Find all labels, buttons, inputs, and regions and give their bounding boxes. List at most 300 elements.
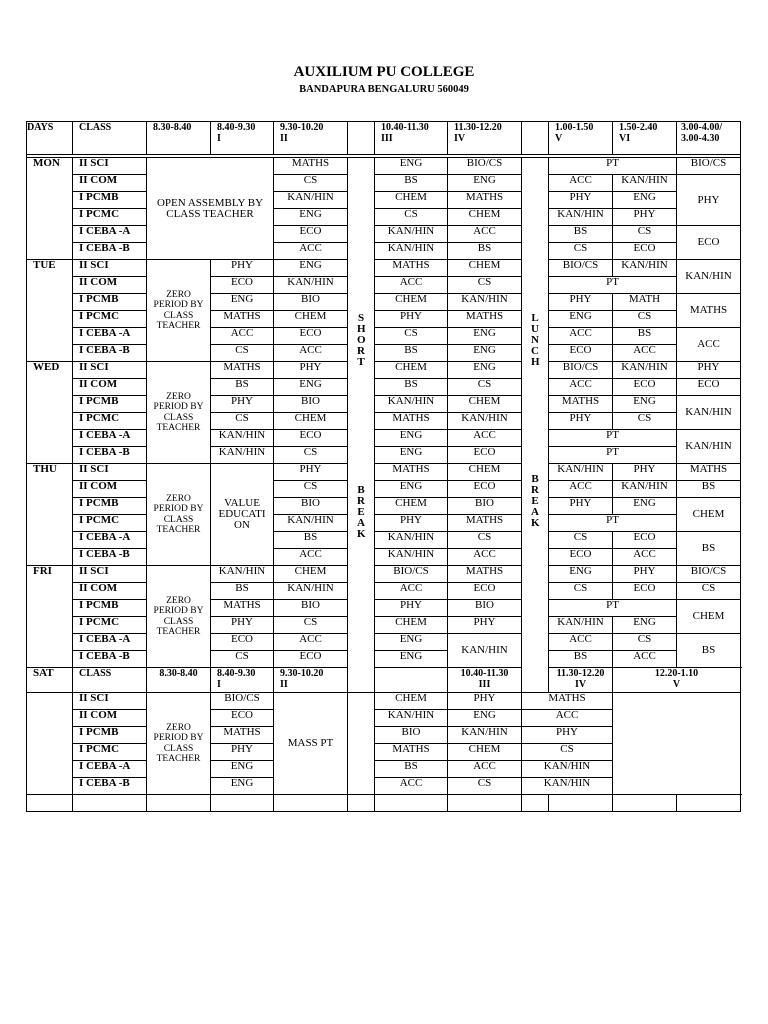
table-row: [27, 447, 741, 464]
table-row: [27, 413, 741, 430]
break-label-2: BREAK: [531, 473, 540, 529]
subject-cell: ECO: [274, 226, 348, 243]
subject-cell: ACC: [211, 328, 274, 345]
table-row: [27, 727, 741, 744]
subject-cell: ENG: [448, 362, 522, 379]
subject-cell: BS: [677, 481, 741, 498]
subject-cell: ECO: [613, 379, 677, 396]
subject-cell: ACC: [274, 549, 348, 566]
empty-cell: [522, 795, 549, 812]
header-days: DAYS: [27, 122, 73, 155]
day-mon: MON: [27, 158, 73, 260]
subject-cell: ECO: [274, 430, 348, 447]
table-row: [27, 549, 741, 566]
day-fri: FRI: [27, 566, 73, 668]
subject-cell: KAN/HIN: [274, 583, 348, 600]
subject-cell: KAN/HIN: [613, 260, 677, 277]
subject-cell: CS: [375, 328, 448, 345]
subject-cell: KAN/HIN: [448, 413, 522, 430]
subject-cell: PHY: [448, 617, 522, 634]
header-lunch-gap: [522, 122, 549, 155]
table-row: [27, 778, 741, 795]
subject-cell: PHY: [375, 600, 448, 617]
subject-cell: ACC: [448, 226, 522, 243]
subject-cell: ENG: [211, 778, 274, 795]
subject-cell: ACC: [448, 549, 522, 566]
subject-cell: CS: [448, 277, 522, 294]
class-cell: I CEBA -B: [73, 549, 147, 566]
pt-cell: PT: [549, 158, 677, 175]
table-row: [27, 515, 741, 532]
subject-cell: ECO: [549, 345, 613, 362]
class-cell: I CEBA -A: [73, 226, 147, 243]
subject-cell: PHY: [274, 362, 348, 379]
subject-cell: BIO/CS: [677, 158, 741, 175]
subject-cell: ACC: [549, 481, 613, 498]
subject-cell: ECO: [274, 651, 348, 668]
subject-cell: CS: [613, 311, 677, 328]
subject-cell: ACC: [613, 549, 677, 566]
subject-cell: PHY: [677, 362, 741, 379]
subject-cell: PHY: [375, 515, 448, 532]
class-cell: I PCMC: [73, 311, 147, 328]
subject-cell: MATHS: [448, 192, 522, 209]
subject-cell: KAN/HIN: [375, 396, 448, 413]
subject-cell: ECO: [613, 532, 677, 549]
day-sat: SAT: [27, 668, 73, 693]
subject-cell: KAN/HIN: [549, 617, 613, 634]
class-cell: I CEBA -B: [73, 447, 147, 464]
zero-period-cell: ZERO PERIOD BY CLASS TEACHER: [147, 464, 211, 566]
class-cell: II SCI: [73, 158, 147, 175]
subject-cell: ENG: [448, 328, 522, 345]
class-cell: I CEBA -B: [73, 651, 147, 668]
subject-cell: ACC: [375, 583, 448, 600]
table-row: [27, 362, 741, 379]
subject-cell: PHY: [549, 192, 613, 209]
subject-cell: ENG: [211, 294, 274, 311]
subject-cell: CS: [613, 634, 677, 651]
subject-cell: ENG: [375, 651, 448, 668]
subject-cell: BS: [549, 651, 613, 668]
table-row: [27, 379, 741, 396]
table-row: [27, 651, 741, 668]
subject-cell: ENG: [448, 710, 522, 727]
table-row: [27, 175, 741, 192]
subject-cell: BIO: [274, 294, 348, 311]
subject-cell: ACC: [549, 175, 613, 192]
subject-cell: CS: [274, 481, 348, 498]
class-cell: II COM: [73, 277, 147, 294]
table-row: [27, 430, 741, 447]
header-slot-2: 9.30-10.20 II: [274, 122, 348, 155]
subject-cell: CS: [549, 532, 613, 549]
subject-cell: ENG: [448, 175, 522, 192]
subject-cell: BIO/CS: [549, 260, 613, 277]
subject-cell: ENG: [613, 192, 677, 209]
subject-cell: CS: [211, 651, 274, 668]
lunch-break-column: [522, 158, 549, 693]
subject-cell: PHY: [549, 413, 613, 430]
subject-cell: CS: [677, 583, 741, 600]
table-row: [27, 396, 741, 413]
open-assembly-cell: OPEN ASSEMBLY BY CLASS TEACHER: [147, 158, 274, 260]
pt-cell: PT: [549, 277, 677, 294]
zero-period-cell: ZERO PERIOD BY CLASS TEACHER: [147, 362, 211, 464]
subject-cell: MATHS: [375, 260, 448, 277]
sat-break-gap: [375, 668, 448, 693]
subject-cell: CS: [448, 778, 522, 795]
subject-cell: CHEM: [274, 311, 348, 328]
day-tue: TUE: [27, 260, 73, 362]
subject-cell: ENG: [613, 498, 677, 515]
subject-cell: CS: [274, 175, 348, 192]
subject-cell: ACC: [549, 379, 613, 396]
subject-cell: ENG: [448, 345, 522, 362]
table-row: [27, 226, 741, 243]
sat-header-slot-1: 8.40-9.30 I: [211, 668, 274, 693]
zero-period-cell: ZERO PERIOD BY CLASS TEACHER: [147, 566, 211, 668]
subject-cell: ECO: [274, 328, 348, 345]
header-slot-6: 1.50-2.40 VI: [613, 122, 677, 155]
subject-cell: ECO: [211, 710, 274, 727]
subject-cell: ACC: [274, 345, 348, 362]
subject-cell: KAN/HIN: [274, 277, 348, 294]
header-break-gap: [348, 122, 375, 155]
subject-cell: BIO/CS: [677, 566, 741, 583]
subject-cell: KAN/HIN: [448, 294, 522, 311]
subject-cell: ENG: [549, 311, 613, 328]
class-cell: I CEBA -A: [73, 532, 147, 549]
subject-cell: MATHS: [211, 311, 274, 328]
class-cell: I PCMC: [73, 617, 147, 634]
subject-cell: KAN/HIN: [522, 761, 613, 778]
subject-cell: PHY: [677, 175, 741, 226]
class-cell: I CEBA -B: [73, 345, 147, 362]
table-row: [27, 600, 741, 617]
subject-cell: CHEM: [375, 498, 448, 515]
subject-cell: PHY: [211, 260, 274, 277]
subject-cell: ENG: [274, 209, 348, 226]
subject-cell: KAN/HIN: [613, 362, 677, 379]
sat-header-slot-2: 9.30-10.20 II: [274, 668, 348, 693]
class-cell: II SCI: [73, 566, 147, 583]
subject-cell: BIO/CS: [211, 693, 274, 710]
mass-pt-cell: MASS PT: [274, 693, 348, 795]
subject-cell: ACC: [274, 634, 348, 651]
subject-cell: ENG: [549, 566, 613, 583]
table-row: [27, 532, 741, 549]
subject-cell: KAN/HIN: [677, 396, 741, 430]
subject-cell: ECO: [211, 634, 274, 651]
subject-cell: CHEM: [375, 294, 448, 311]
class-cell: I PCMC: [73, 209, 147, 226]
subject-cell: BIO/CS: [375, 566, 448, 583]
subject-cell: BIO/CS: [549, 362, 613, 379]
empty-cell: [274, 795, 348, 812]
subject-cell: ACC: [274, 243, 348, 260]
table-row: [27, 345, 741, 362]
day-thu: THU: [27, 464, 73, 566]
table-row: [27, 243, 741, 260]
table-row: [27, 481, 741, 498]
subject-cell: CS: [375, 209, 448, 226]
subject-cell: MATHS: [448, 311, 522, 328]
subject-cell: PHY: [274, 464, 348, 481]
table-row: [27, 192, 741, 209]
class-cell: II COM: [73, 583, 147, 600]
table-row: [27, 583, 741, 600]
subject-cell: BS: [448, 243, 522, 260]
subject-cell: CS: [613, 226, 677, 243]
empty-cell: [147, 795, 211, 812]
subject-cell: ACC: [613, 651, 677, 668]
table-row: [27, 158, 741, 175]
table-row: [27, 498, 741, 515]
class-cell: II SCI: [73, 464, 147, 481]
subject-cell: KAN/HIN: [677, 260, 741, 294]
zero-period-cell: ZERO PERIOD BY CLASS TEACHER: [147, 693, 211, 795]
class-cell: I PCMB: [73, 600, 147, 617]
subject-cell: MATHS: [211, 727, 274, 744]
table-row: [27, 294, 741, 311]
subject-cell: ENG: [613, 617, 677, 634]
empty-cell: [27, 795, 73, 812]
subject-cell: MATHS: [375, 744, 448, 761]
sat-header-row: [27, 668, 741, 693]
class-cell: II COM: [73, 710, 147, 727]
subject-cell: ECO: [549, 549, 613, 566]
header-slot-5: 1.00-1.50 V: [549, 122, 613, 155]
subject-cell: KAN/HIN: [274, 192, 348, 209]
subject-cell: ACC: [375, 277, 448, 294]
subject-cell: CHEM: [448, 260, 522, 277]
empty-cell: [613, 795, 677, 812]
class-cell: II SCI: [73, 260, 147, 277]
subject-cell: CS: [448, 532, 522, 549]
subject-cell: KAN/HIN: [274, 515, 348, 532]
sat-header-slot-3: 10.40-11.30 III: [448, 668, 522, 693]
table-row: [27, 566, 741, 583]
subject-cell: MATHS: [448, 515, 522, 532]
class-cell: I CEBA -A: [73, 634, 147, 651]
subject-cell: BS: [375, 761, 448, 778]
subject-cell: MATHS: [549, 396, 613, 413]
zero-period-cell: ZERO PERIOD BY CLASS TEACHER: [147, 260, 211, 362]
subject-cell: PHY: [448, 693, 522, 710]
subject-cell: MATHS: [677, 294, 741, 328]
class-cell: I PCMB: [73, 192, 147, 209]
subject-cell: ACC: [613, 345, 677, 362]
sat-header-slot-0: 8.30-8.40: [147, 668, 211, 693]
subject-cell: PHY: [375, 311, 448, 328]
class-cell: I PCMC: [73, 413, 147, 430]
lunch-label: LUNCH: [531, 312, 540, 368]
empty-cell: [211, 795, 274, 812]
subject-cell: CS: [613, 413, 677, 430]
pt-cell: PT: [549, 600, 677, 617]
subject-cell: KAN/HIN: [522, 778, 613, 795]
pt-cell: PT: [549, 430, 677, 447]
pt-cell: PT: [549, 447, 677, 464]
subject-cell: KAN/HIN: [375, 549, 448, 566]
empty-cell: [375, 795, 448, 812]
subject-cell: KAN/HIN: [613, 175, 677, 192]
table-row: [27, 277, 741, 294]
class-cell: I CEBA -A: [73, 761, 147, 778]
subject-cell: ENG: [274, 379, 348, 396]
header-slot-7: 3.00-4.00/ 3.00-4.30: [677, 122, 741, 155]
table-row: [27, 311, 741, 328]
subject-cell: BS: [211, 379, 274, 396]
subject-cell: BS: [375, 345, 448, 362]
subject-cell: BS: [274, 532, 348, 549]
empty-cell: [677, 795, 741, 812]
subject-cell: BIO: [274, 396, 348, 413]
subject-cell: CHEM: [677, 498, 741, 532]
table-row: [27, 260, 741, 277]
subject-cell: ACC: [522, 710, 613, 727]
class-cell: I CEBA -A: [73, 328, 147, 345]
subject-cell: BS: [549, 226, 613, 243]
table-row: [27, 464, 741, 481]
subject-cell: ACC: [448, 761, 522, 778]
pt-cell: PT: [549, 515, 677, 532]
subject-cell: ECO: [613, 243, 677, 260]
subject-cell: ECO: [448, 447, 522, 464]
subject-cell: ACC: [448, 430, 522, 447]
subject-cell: ECO: [448, 583, 522, 600]
subject-cell: ECO: [677, 379, 741, 396]
class-cell: I PCMB: [73, 294, 147, 311]
subject-cell: PHY: [211, 744, 274, 761]
subject-cell: ENG: [613, 396, 677, 413]
subject-cell: PHY: [549, 294, 613, 311]
empty-cell: [448, 795, 522, 812]
subject-cell: BS: [677, 634, 741, 668]
header-class: CLASS: [73, 122, 147, 155]
class-cell: I PCMC: [73, 515, 147, 532]
subject-cell: CS: [211, 413, 274, 430]
subject-cell: KAN/HIN: [211, 566, 274, 583]
short-break-column: [348, 158, 375, 693]
table-row: [27, 209, 741, 226]
subject-cell: MATHS: [522, 693, 613, 710]
subject-cell: KAN/HIN: [211, 447, 274, 464]
class-cell: II COM: [73, 481, 147, 498]
subject-cell: BIO: [448, 600, 522, 617]
subject-cell: ACC: [549, 328, 613, 345]
subject-cell: BIO: [375, 727, 448, 744]
subject-cell: MATH: [613, 294, 677, 311]
table-row: [27, 795, 741, 812]
subject-cell: MATHS: [448, 566, 522, 583]
sat-header-slot-4: 11.30-12.20 IV: [549, 668, 613, 693]
class-cell: II SCI: [73, 693, 147, 710]
empty-cell: [73, 795, 147, 812]
subject-cell: BS: [613, 328, 677, 345]
class-cell: I CEBA -B: [73, 243, 147, 260]
subject-cell: CHEM: [448, 396, 522, 413]
subject-cell: MATHS: [211, 362, 274, 379]
subject-cell: CS: [448, 379, 522, 396]
subject-cell: KAN/HIN: [549, 209, 613, 226]
class-cell: II SCI: [73, 362, 147, 379]
subject-cell: ACC: [375, 778, 448, 795]
subject-cell: CS: [211, 345, 274, 362]
day-wed: WED: [27, 362, 73, 464]
subject-cell: BS: [677, 532, 741, 566]
subject-cell: CHEM: [448, 209, 522, 226]
class-cell: I CEBA -B: [73, 778, 147, 795]
subject-cell: CHEM: [274, 566, 348, 583]
page-title: AUXILIUM PU COLLEGE: [293, 64, 475, 80]
class-cell: I PCMB: [73, 727, 147, 744]
table-row: [27, 744, 741, 761]
subject-cell: KAN/HIN: [375, 710, 448, 727]
sat-header-class: CLASS: [73, 668, 147, 693]
class-cell: II COM: [73, 379, 147, 396]
subject-cell: BIO/CS: [448, 158, 522, 175]
table-row: [27, 710, 741, 727]
subject-cell: BS: [375, 379, 448, 396]
subject-cell: ENG: [375, 481, 448, 498]
subject-cell: PHY: [613, 464, 677, 481]
subject-cell: ENG: [375, 634, 448, 651]
subject-cell: MATHS: [211, 600, 274, 617]
subject-cell: KAN/HIN: [448, 634, 522, 668]
subject-cell: MATHS: [375, 413, 448, 430]
class-cell: I CEBA -A: [73, 430, 147, 447]
subject-cell: CHEM: [375, 693, 448, 710]
subject-cell: PHY: [522, 727, 613, 744]
subject-cell: ACC: [677, 328, 741, 362]
class-cell: I PCMC: [73, 744, 147, 761]
subject-cell: ECO: [211, 277, 274, 294]
sat-day-blank: [27, 693, 73, 795]
subject-cell: CS: [274, 447, 348, 464]
table-row: [27, 328, 741, 345]
header-slot-0: 8.30-8.40: [147, 122, 211, 155]
header-slot-4: 11.30-12.20 IV: [448, 122, 522, 155]
class-cell: I PCMB: [73, 396, 147, 413]
subject-cell: KAN/HIN: [375, 226, 448, 243]
subject-cell: PHY: [211, 617, 274, 634]
header-slot-1: 8.40-9.30 I: [211, 122, 274, 155]
break-label: BREAK: [357, 484, 366, 540]
subject-cell: CS: [522, 744, 613, 761]
short-label: SHORT: [357, 312, 366, 368]
subject-cell: KAN/HIN: [677, 430, 741, 464]
table-row: [27, 761, 741, 778]
subject-cell: PHY: [613, 566, 677, 583]
timetable: [26, 121, 741, 812]
subject-cell: KAN/HIN: [549, 464, 613, 481]
sat-header-slot-5: 12.20-1.10 V: [613, 668, 741, 693]
subject-cell: KAN/HIN: [375, 243, 448, 260]
subject-cell: ENG: [274, 260, 348, 277]
subject-cell: KAN/HIN: [375, 532, 448, 549]
subject-cell: CS: [274, 617, 348, 634]
subject-cell: BIO: [448, 498, 522, 515]
subject-cell: MATHS: [677, 464, 741, 481]
subject-cell: CHEM: [677, 600, 741, 634]
subject-cell: CHEM: [448, 464, 522, 481]
subject-cell: ECO: [677, 226, 741, 260]
subject-cell: ENG: [375, 158, 448, 175]
subject-cell: PHY: [211, 396, 274, 413]
subject-cell: ECO: [613, 583, 677, 600]
